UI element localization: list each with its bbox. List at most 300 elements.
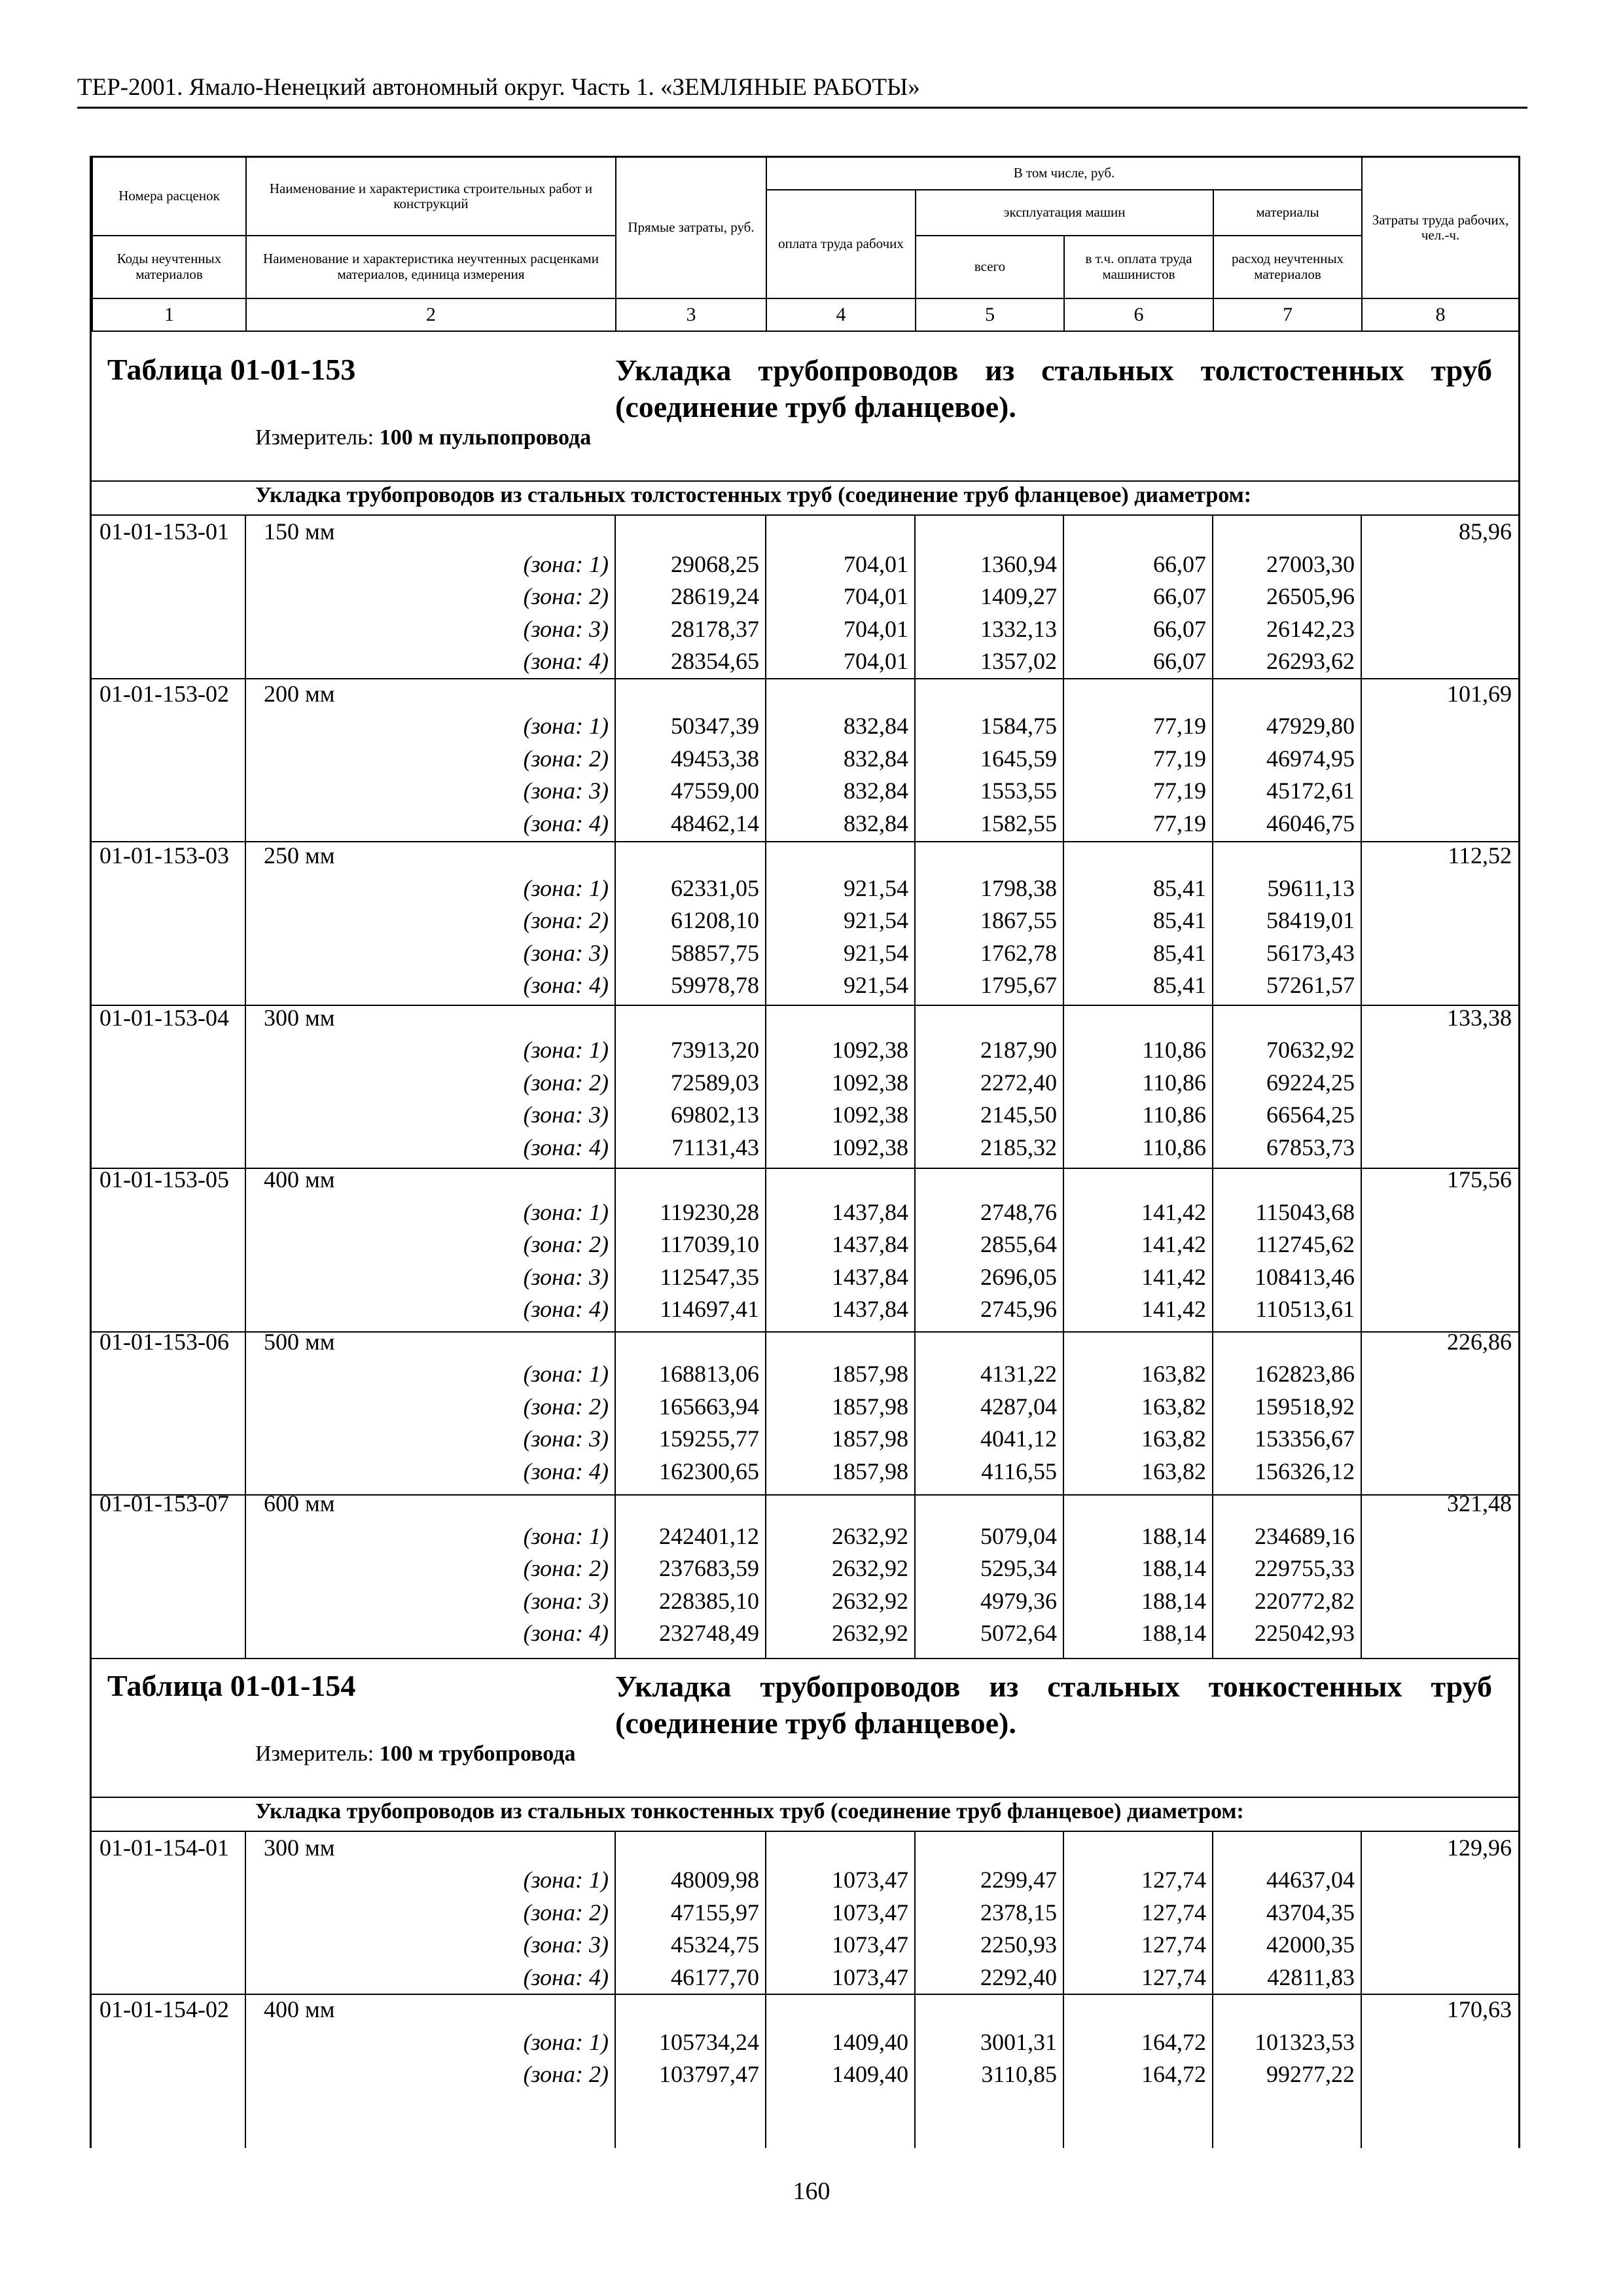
zone-row bbox=[92, 1520, 1518, 1553]
direct-costs: 46177,70 bbox=[671, 1964, 759, 1990]
operators-wages: 163,82 bbox=[1141, 1458, 1206, 1484]
direct-costs: 45324,75 bbox=[671, 1931, 759, 1958]
machines-total: 1409,27 bbox=[980, 583, 1057, 609]
rate-row bbox=[92, 840, 1518, 872]
empty-cell bbox=[766, 1002, 915, 1035]
machines-total: 1360,94 bbox=[980, 550, 1057, 577]
zone-label: (зона: 4) bbox=[523, 648, 609, 674]
machines-total: 2145,50 bbox=[980, 1102, 1057, 1128]
materials-cost: 110513,61 bbox=[1255, 1296, 1355, 1322]
empty-cell bbox=[1213, 1002, 1361, 1035]
measure-value: 100 м трубопровода bbox=[379, 1741, 576, 1766]
machines-total: 3110,85 bbox=[981, 2061, 1057, 2087]
materials-cost: 42000,35 bbox=[1266, 1931, 1355, 1958]
empty-cell bbox=[1361, 1929, 1518, 1962]
workers-wages: 1409,40 bbox=[832, 2028, 908, 2055]
empty-cell bbox=[92, 581, 245, 613]
empty-cell bbox=[1361, 1358, 1518, 1391]
empty-cell bbox=[1361, 1229, 1518, 1261]
workers-wages: 1092,38 bbox=[832, 1134, 908, 1160]
machines-total: 1553,55 bbox=[980, 778, 1057, 804]
column-divider bbox=[245, 514, 246, 1658]
machines-total: 2855,64 bbox=[980, 1231, 1057, 1257]
table-code: Таблица 01-01-154 bbox=[107, 1668, 356, 1702]
zone-label: (зона: 3) bbox=[523, 1931, 609, 1958]
rate-row bbox=[92, 1164, 1518, 1196]
rate-code: 01-01-153-02 bbox=[99, 680, 229, 707]
materials-cost: 229755,33 bbox=[1255, 1555, 1355, 1581]
workers-wages: 921,54 bbox=[844, 939, 908, 966]
zone-label: (зона: 1) bbox=[523, 1361, 609, 1387]
machines-total: 2696,05 bbox=[980, 1263, 1057, 1290]
zone-row bbox=[92, 1585, 1518, 1618]
zone-row bbox=[92, 1034, 1518, 1067]
rate-name: 300 мм bbox=[264, 1004, 335, 1031]
header-material-names: Наименование и характеристика неучтенных расценками материалов, единица измерения bbox=[246, 236, 616, 298]
workers-wages: 1857,98 bbox=[832, 1426, 908, 1452]
empty-cell bbox=[615, 1002, 766, 1035]
empty-cell bbox=[1063, 516, 1213, 548]
machines-total: 5295,34 bbox=[980, 1555, 1057, 1581]
direct-costs: 165663,94 bbox=[659, 1393, 759, 1420]
empty-cell bbox=[1361, 1067, 1518, 1100]
operators-wages: 141,42 bbox=[1141, 1231, 1206, 1257]
row-divider bbox=[92, 480, 1518, 482]
operators-wages: 110,86 bbox=[1142, 1069, 1206, 1096]
empty-cell bbox=[1361, 775, 1518, 808]
workers-wages: 921,54 bbox=[844, 972, 908, 998]
labor-cost: 112,52 bbox=[1448, 842, 1512, 869]
column-number: 8 bbox=[1362, 298, 1519, 331]
empty-cell bbox=[92, 775, 245, 808]
zone-label: (зона: 1) bbox=[523, 1867, 609, 1893]
empty-cell bbox=[92, 1864, 245, 1897]
operators-wages: 164,72 bbox=[1141, 2061, 1206, 2087]
measure-label: Измеритель: bbox=[255, 1741, 374, 1766]
machines-total: 1867,55 bbox=[980, 907, 1057, 933]
rate-code: 01-01-153-07 bbox=[99, 1490, 229, 1516]
zone-label: (зона: 2) bbox=[523, 2061, 609, 2087]
zone-label: (зона: 3) bbox=[523, 1102, 609, 1128]
direct-costs: 49453,38 bbox=[671, 745, 759, 772]
rate-code: 01-01-154-01 bbox=[99, 1834, 229, 1861]
direct-costs: 73913,20 bbox=[671, 1037, 759, 1063]
zone-row bbox=[92, 1962, 1518, 1994]
empty-cell bbox=[92, 710, 245, 743]
workers-wages: 1857,98 bbox=[832, 1361, 908, 1387]
table-subtitle: Укладка трубопроводов из стальных тонкостенных труб (соединение труб фланцевое) диаметром: bbox=[255, 1799, 1244, 1823]
machines-total: 4131,22 bbox=[980, 1361, 1057, 1387]
zone-row bbox=[92, 1229, 1518, 1261]
direct-costs: 28178,37 bbox=[671, 615, 759, 642]
measure-value: 100 м пульпопровода bbox=[379, 425, 592, 450]
materials-cost: 115043,68 bbox=[1255, 1198, 1355, 1225]
empty-cell bbox=[1213, 516, 1361, 548]
rate-row bbox=[92, 1326, 1518, 1359]
empty-cell bbox=[1063, 1002, 1213, 1035]
machines-total: 2299,47 bbox=[980, 1867, 1057, 1893]
operators-wages: 77,19 bbox=[1153, 745, 1206, 772]
zone-row bbox=[92, 2026, 1518, 2059]
direct-costs: 72589,03 bbox=[671, 1069, 759, 1096]
table-title-block bbox=[92, 1658, 1518, 1823]
empty-cell bbox=[1213, 678, 1361, 711]
column-divider bbox=[914, 1831, 916, 2149]
machines-total: 1798,38 bbox=[980, 874, 1057, 901]
materials-cost: 46046,75 bbox=[1266, 810, 1355, 836]
empty-cell bbox=[766, 1326, 915, 1359]
machines-total: 2292,40 bbox=[980, 1964, 1057, 1990]
empty-cell bbox=[1361, 937, 1518, 970]
direct-costs: 58857,75 bbox=[671, 939, 759, 966]
zone-label: (зона: 4) bbox=[523, 1134, 609, 1160]
direct-costs: 48462,14 bbox=[671, 810, 759, 836]
operators-wages: 188,14 bbox=[1141, 1522, 1206, 1549]
materials-cost: 26293,62 bbox=[1266, 648, 1355, 674]
empty-cell bbox=[1213, 1164, 1361, 1196]
zone-row bbox=[92, 1552, 1518, 1585]
header-including: В том числе, руб. bbox=[766, 157, 1362, 190]
operators-wages: 66,07 bbox=[1153, 615, 1206, 642]
direct-costs: 69802,13 bbox=[671, 1102, 759, 1128]
measure bbox=[255, 1742, 576, 1767]
zone-label: (зона: 2) bbox=[523, 1899, 609, 1926]
operators-wages: 66,07 bbox=[1153, 648, 1206, 674]
materials-cost: 58419,01 bbox=[1266, 907, 1355, 933]
labor-cost: 85,96 bbox=[1459, 518, 1512, 545]
zone-label: (зона: 2) bbox=[523, 907, 609, 933]
empty-cell bbox=[766, 840, 915, 872]
empty-cell bbox=[615, 1488, 766, 1520]
empty-cell bbox=[92, 548, 245, 581]
direct-costs: 117039,10 bbox=[660, 1231, 759, 1257]
row-divider bbox=[92, 1797, 1518, 1798]
zone-row bbox=[92, 1132, 1518, 1164]
empty-cell bbox=[1361, 710, 1518, 743]
empty-cell bbox=[92, 1261, 245, 1294]
operators-wages: 188,14 bbox=[1141, 1587, 1206, 1614]
direct-costs: 159255,77 bbox=[659, 1426, 759, 1452]
direct-costs: 168813,06 bbox=[659, 1361, 759, 1387]
rate-code: 01-01-153-03 bbox=[99, 842, 229, 869]
materials-cost: 67853,73 bbox=[1266, 1134, 1355, 1160]
empty-cell bbox=[1063, 1326, 1213, 1359]
direct-costs: 228385,10 bbox=[659, 1587, 759, 1614]
operators-wages: 188,14 bbox=[1141, 1555, 1206, 1581]
column-divider bbox=[1361, 1831, 1362, 2149]
zone-row bbox=[92, 808, 1518, 840]
table-subtitle: Укладка трубопроводов из стальных толстостенных труб (соединение труб фланцевое) диаметром: bbox=[255, 483, 1252, 507]
operators-wages: 77,19 bbox=[1153, 778, 1206, 804]
direct-costs: 71131,43 bbox=[671, 1134, 759, 1160]
empty-cell bbox=[1361, 1456, 1518, 1488]
machines-total: 1584,75 bbox=[980, 713, 1057, 739]
machines-total: 1645,59 bbox=[980, 745, 1057, 772]
empty-cell bbox=[1361, 808, 1518, 840]
empty-cell bbox=[92, 937, 245, 970]
workers-wages: 832,84 bbox=[844, 778, 908, 804]
empty-cell bbox=[92, 1929, 245, 1962]
column-divider bbox=[615, 1831, 616, 2149]
zone-row bbox=[92, 1423, 1518, 1456]
workers-wages: 704,01 bbox=[844, 648, 908, 674]
zone-row bbox=[92, 1067, 1518, 1100]
column-divider bbox=[914, 514, 916, 1658]
machines-total: 4287,04 bbox=[980, 1393, 1057, 1420]
materials-cost: 220772,82 bbox=[1255, 1587, 1355, 1614]
empty-cell bbox=[92, 1358, 245, 1391]
zone-label: (зона: 3) bbox=[523, 778, 609, 804]
direct-costs: 59978,78 bbox=[671, 972, 759, 998]
operators-wages: 163,82 bbox=[1141, 1361, 1206, 1387]
operators-wages: 163,82 bbox=[1141, 1426, 1206, 1452]
workers-wages: 832,84 bbox=[844, 745, 908, 772]
zone-row bbox=[92, 581, 1518, 613]
materials-cost: 47929,80 bbox=[1266, 713, 1355, 739]
zone-row bbox=[92, 937, 1518, 970]
direct-costs: 61208,10 bbox=[671, 907, 759, 933]
zone-label: (зона: 3) bbox=[523, 1426, 609, 1452]
direct-costs: 119230,28 bbox=[660, 1198, 759, 1225]
empty-cell bbox=[915, 840, 1063, 872]
operators-wages: 141,42 bbox=[1141, 1198, 1206, 1225]
direct-costs: 62331,05 bbox=[671, 874, 759, 901]
direct-costs: 242401,12 bbox=[659, 1522, 759, 1549]
operators-wages: 85,41 bbox=[1153, 874, 1206, 901]
operators-wages: 164,72 bbox=[1141, 2028, 1206, 2055]
measure bbox=[255, 425, 591, 450]
zone-label: (зона: 4) bbox=[523, 1458, 609, 1484]
empty-cell bbox=[1063, 840, 1213, 872]
empty-cell bbox=[1361, 1864, 1518, 1897]
materials-cost: 45172,61 bbox=[1266, 778, 1355, 804]
empty-cell bbox=[915, 1002, 1063, 1035]
machines-total: 1357,02 bbox=[980, 648, 1057, 674]
materials-cost: 27003,30 bbox=[1266, 550, 1355, 577]
zone-row bbox=[92, 1358, 1518, 1391]
workers-wages: 1073,47 bbox=[832, 1931, 908, 1958]
empty-cell bbox=[92, 613, 245, 646]
empty-cell bbox=[92, 1132, 245, 1164]
empty-cell bbox=[92, 1456, 245, 1488]
rates-rows bbox=[92, 1832, 1518, 2091]
empty-cell bbox=[915, 1326, 1063, 1359]
operators-wages: 85,41 bbox=[1153, 939, 1206, 966]
workers-wages: 1092,38 bbox=[832, 1102, 908, 1128]
rate-code: 01-01-153-06 bbox=[99, 1328, 229, 1355]
empty-cell bbox=[92, 1229, 245, 1261]
zone-label: (зона: 2) bbox=[523, 1393, 609, 1420]
column-divider bbox=[765, 514, 766, 1658]
zone-label: (зона: 1) bbox=[523, 713, 609, 739]
empty-cell bbox=[615, 1326, 766, 1359]
empty-cell bbox=[1213, 1488, 1361, 1520]
workers-wages: 1073,47 bbox=[832, 1899, 908, 1926]
materials-cost: 70632,92 bbox=[1266, 1037, 1355, 1063]
zone-label: (зона: 4) bbox=[523, 810, 609, 836]
machines-total: 5072,64 bbox=[980, 1620, 1057, 1646]
direct-costs: 50347,39 bbox=[671, 713, 759, 739]
empty-cell bbox=[1361, 2058, 1518, 2091]
empty-cell bbox=[92, 872, 245, 905]
column-number: 2 bbox=[246, 298, 616, 331]
header-operators-wages: в т.ч. оплата труда машинистов bbox=[1064, 236, 1213, 298]
workers-wages: 1073,47 bbox=[832, 1964, 908, 1990]
direct-costs: 103797,47 bbox=[659, 2061, 759, 2087]
machines-total: 2378,15 bbox=[980, 1899, 1057, 1926]
column-divider bbox=[245, 1831, 246, 2149]
workers-wages: 921,54 bbox=[844, 874, 908, 901]
empty-cell bbox=[92, 1897, 245, 1929]
zone-label: (зона: 1) bbox=[523, 1198, 609, 1225]
running-header: ТЕР-2001. Ямало-Ненецкий автономный округ. Часть 1. «ЗЕМЛЯНЫЕ РАБОТЫ» bbox=[77, 73, 1527, 109]
rate-code: 01-01-153-01 bbox=[99, 518, 229, 545]
machines-total: 2187,90 bbox=[980, 1037, 1057, 1063]
column-divider bbox=[1063, 514, 1064, 1658]
empty-cell bbox=[1361, 1552, 1518, 1585]
empty-cell bbox=[615, 1832, 766, 1865]
column-divider bbox=[1361, 514, 1362, 1658]
column-divider bbox=[1212, 514, 1213, 1658]
empty-cell bbox=[1361, 1585, 1518, 1618]
machines-total: 2745,96 bbox=[980, 1296, 1057, 1322]
zone-label: (зона: 1) bbox=[523, 2028, 609, 2055]
rate-row bbox=[92, 678, 1518, 711]
empty-cell bbox=[92, 1099, 245, 1132]
workers-wages: 2632,92 bbox=[832, 1522, 908, 1549]
empty-cell bbox=[92, 2026, 245, 2059]
labor-cost: 129,96 bbox=[1447, 1834, 1512, 1861]
machines-total: 2250,93 bbox=[980, 1931, 1057, 1958]
empty-cell bbox=[1063, 1488, 1213, 1520]
column-number: 6 bbox=[1064, 298, 1213, 331]
direct-costs: 48009,98 bbox=[671, 1867, 759, 1893]
workers-wages: 704,01 bbox=[844, 550, 908, 577]
table-title-block bbox=[92, 342, 1518, 507]
rates-rows bbox=[92, 516, 1518, 1650]
rate-name: 600 мм bbox=[264, 1490, 335, 1516]
empty-cell bbox=[1063, 678, 1213, 711]
empty-cell bbox=[92, 1423, 245, 1456]
empty-cell bbox=[1213, 840, 1361, 872]
operators-wages: 127,74 bbox=[1141, 1899, 1206, 1926]
empty-cell bbox=[1361, 1962, 1518, 1994]
column-divider bbox=[1063, 1831, 1064, 2149]
empty-cell bbox=[92, 1196, 245, 1229]
empty-cell bbox=[1361, 1099, 1518, 1132]
empty-cell bbox=[1361, 1897, 1518, 1929]
empty-cell bbox=[915, 1164, 1063, 1196]
empty-cell bbox=[1361, 1423, 1518, 1456]
materials-cost: 43704,35 bbox=[1266, 1899, 1355, 1926]
empty-cell bbox=[915, 678, 1063, 711]
direct-costs: 47155,97 bbox=[671, 1899, 759, 1926]
zone-label: (зона: 4) bbox=[523, 1964, 609, 1990]
machines-total: 1795,67 bbox=[980, 972, 1057, 998]
empty-cell bbox=[92, 1585, 245, 1618]
rate-row bbox=[92, 1994, 1518, 2026]
table-header bbox=[92, 156, 1520, 332]
materials-cost: 57261,57 bbox=[1266, 972, 1355, 998]
machines-total: 1582,55 bbox=[980, 810, 1057, 836]
workers-wages: 1437,84 bbox=[832, 1296, 908, 1322]
labor-cost: 101,69 bbox=[1447, 680, 1512, 707]
empty-cell bbox=[766, 1832, 915, 1865]
workers-wages: 2632,92 bbox=[832, 1555, 908, 1581]
rate-code: 01-01-153-05 bbox=[99, 1166, 229, 1193]
direct-costs: 162300,65 bbox=[659, 1458, 759, 1484]
empty-cell bbox=[1361, 905, 1518, 937]
zone-row bbox=[92, 872, 1518, 905]
table-title: Укладка трубопроводов из стальных тонкостенных труб (соединение труб фланцевое). bbox=[615, 1669, 1492, 1740]
machines-total: 4116,55 bbox=[981, 1458, 1057, 1484]
rate-name: 300 мм bbox=[264, 1834, 335, 1861]
rate-name: 400 мм bbox=[264, 1166, 335, 1193]
materials-cost: 225042,93 bbox=[1255, 1620, 1355, 1646]
measure-label: Измеритель: bbox=[255, 425, 374, 450]
rate-name: 250 мм bbox=[264, 842, 335, 869]
materials-cost: 26505,96 bbox=[1266, 583, 1355, 609]
operators-wages: 127,74 bbox=[1141, 1964, 1206, 1990]
operators-wages: 66,07 bbox=[1153, 583, 1206, 609]
direct-costs: 237683,59 bbox=[659, 1555, 759, 1581]
operators-wages: 127,74 bbox=[1141, 1867, 1206, 1893]
materials-cost: 44637,04 bbox=[1266, 1867, 1355, 1893]
empty-cell bbox=[1063, 1994, 1213, 2026]
rates-table bbox=[90, 156, 1520, 2148]
zone-label: (зона: 2) bbox=[523, 1555, 609, 1581]
zone-label: (зона: 3) bbox=[523, 615, 609, 642]
zone-row bbox=[92, 710, 1518, 743]
empty-cell bbox=[92, 1520, 245, 1553]
zone-label: (зона: 3) bbox=[523, 1263, 609, 1290]
header-materials: материалы bbox=[1213, 190, 1362, 236]
empty-cell bbox=[1361, 645, 1518, 678]
empty-cell bbox=[1361, 969, 1518, 1002]
empty-cell bbox=[92, 1391, 245, 1424]
empty-cell bbox=[92, 1962, 245, 1994]
workers-wages: 2632,92 bbox=[832, 1620, 908, 1646]
rate-name: 500 мм bbox=[264, 1328, 335, 1355]
zone-row bbox=[92, 1456, 1518, 1488]
header-material-codes: Коды неучтенных материалов bbox=[92, 236, 246, 298]
empty-cell bbox=[1361, 2026, 1518, 2059]
direct-costs: 105734,24 bbox=[659, 2028, 759, 2055]
rate-code: 01-01-154-02 bbox=[99, 1996, 229, 2022]
empty-cell bbox=[1213, 1994, 1361, 2026]
rate-row bbox=[92, 1832, 1518, 1865]
workers-wages: 1437,84 bbox=[832, 1263, 908, 1290]
labor-cost: 321,48 bbox=[1447, 1490, 1512, 1516]
direct-costs: 47559,00 bbox=[671, 778, 759, 804]
zone-row bbox=[92, 1099, 1518, 1132]
header-labor: Затраты труда рабочих, чел.-ч. bbox=[1362, 157, 1519, 298]
empty-cell bbox=[615, 516, 766, 548]
workers-wages: 1092,38 bbox=[832, 1037, 908, 1063]
direct-costs: 29068,25 bbox=[671, 550, 759, 577]
operators-wages: 110,86 bbox=[1142, 1102, 1206, 1128]
header-codes: Номера расценок bbox=[92, 157, 246, 236]
empty-cell bbox=[1361, 1391, 1518, 1424]
empty-cell bbox=[1361, 1617, 1518, 1650]
column-divider bbox=[615, 514, 616, 1658]
zone-label: (зона: 1) bbox=[523, 1037, 609, 1063]
empty-cell bbox=[92, 905, 245, 937]
zone-row bbox=[92, 1293, 1518, 1326]
zone-row bbox=[92, 1196, 1518, 1229]
direct-costs: 112547,35 bbox=[660, 1263, 759, 1290]
empty-cell bbox=[92, 645, 245, 678]
